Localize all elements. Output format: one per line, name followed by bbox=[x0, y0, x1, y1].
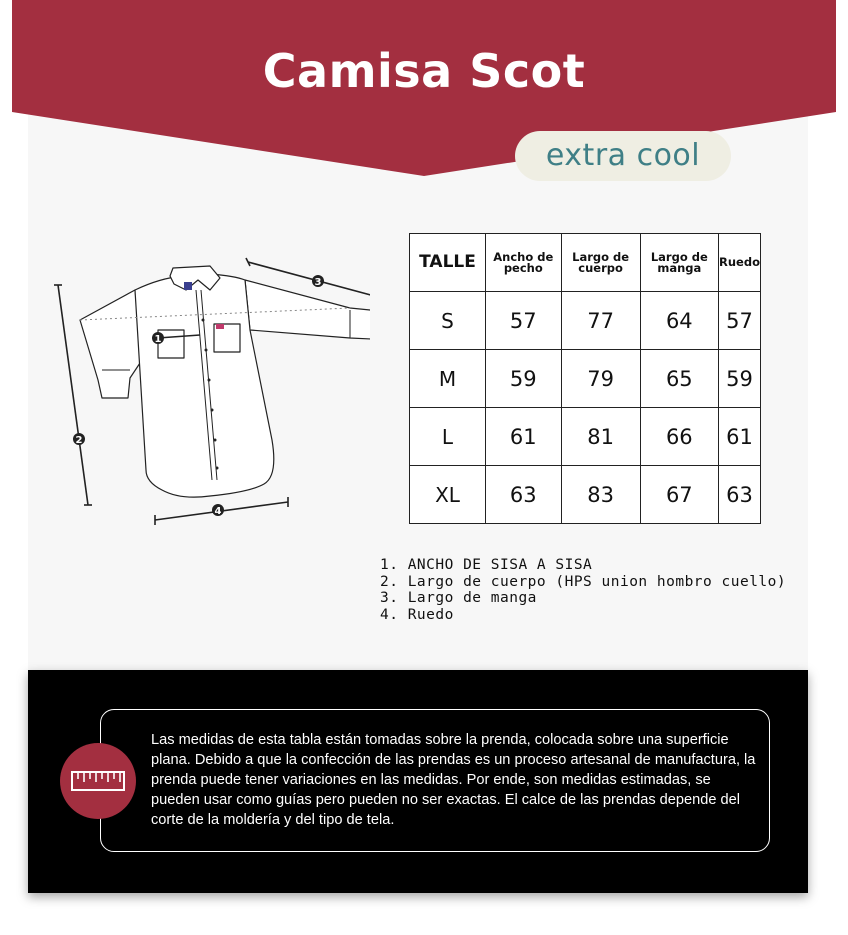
value-cell: 57 bbox=[719, 292, 761, 350]
table-row bbox=[410, 292, 761, 350]
note-item: 4. Ruedo bbox=[380, 606, 454, 623]
table-row bbox=[410, 350, 761, 408]
marker-2: 2 bbox=[75, 435, 83, 446]
table-row bbox=[410, 408, 761, 466]
size-cell: M bbox=[410, 350, 486, 408]
measurement-notes bbox=[380, 557, 786, 623]
value-cell: 63 bbox=[719, 466, 761, 524]
value-cell: 77 bbox=[561, 292, 640, 350]
note-item: 2. Largo de cuerpo (HPS union hombro cuello) bbox=[380, 573, 787, 590]
marker-3: 3 bbox=[314, 277, 322, 288]
size-cell: S bbox=[410, 292, 486, 350]
value-cell: 66 bbox=[640, 408, 718, 466]
value-cell: 65 bbox=[640, 350, 718, 408]
ruler-icon-badge bbox=[60, 743, 136, 819]
column-header: TALLE bbox=[410, 234, 486, 292]
value-cell: 57 bbox=[486, 292, 562, 350]
page-title: Camisa Scot bbox=[262, 44, 586, 98]
size-table bbox=[409, 233, 761, 524]
note-item: 1. ANCHO DE SISA A SISA bbox=[380, 557, 593, 573]
value-cell: 59 bbox=[486, 350, 562, 408]
value-cell: 81 bbox=[561, 408, 640, 466]
value-cell: 64 bbox=[640, 292, 718, 350]
value-cell: 61 bbox=[719, 408, 761, 466]
column-header: Ancho de pecho bbox=[486, 234, 562, 292]
size-cell: L bbox=[410, 408, 486, 466]
disclaimer-text: Las medidas de esta tabla están tomadas sobre la prenda, colocada sobre una superficie plana. Debido a que la confección de las prendas es un proceso artesanal de manufactura, la prenda puede tener variaciones en las medidas. Por ende, son medidas estimadas, se pueden usar como guías pero pueden no ser exactas. El calce de las prendas depende del corte de la moldería y del tipo de tela. bbox=[151, 732, 756, 828]
column-header: Largo de cuerpo bbox=[561, 234, 640, 292]
size-cell: XL bbox=[410, 466, 486, 524]
table-row bbox=[410, 466, 761, 524]
marker-4: 4 bbox=[214, 506, 222, 517]
disclaimer-box bbox=[100, 709, 770, 852]
marker-1: 1 bbox=[154, 334, 162, 345]
note-item: 3. Largo de manga bbox=[380, 590, 537, 606]
value-cell: 63 bbox=[486, 466, 562, 524]
value-cell: 79 bbox=[561, 350, 640, 408]
table-header-row bbox=[410, 234, 761, 292]
value-cell: 59 bbox=[719, 350, 761, 408]
column-header: Largo de manga bbox=[640, 234, 718, 292]
column-header: Ruedo bbox=[719, 234, 761, 292]
tagline-badge: extra cool bbox=[515, 131, 731, 181]
disclaimer-section bbox=[28, 670, 808, 893]
value-cell: 83 bbox=[561, 466, 640, 524]
value-cell: 67 bbox=[640, 466, 718, 524]
ruler-icon bbox=[60, 743, 136, 819]
value-cell: 61 bbox=[486, 408, 562, 466]
shirt-diagram bbox=[50, 250, 370, 540]
